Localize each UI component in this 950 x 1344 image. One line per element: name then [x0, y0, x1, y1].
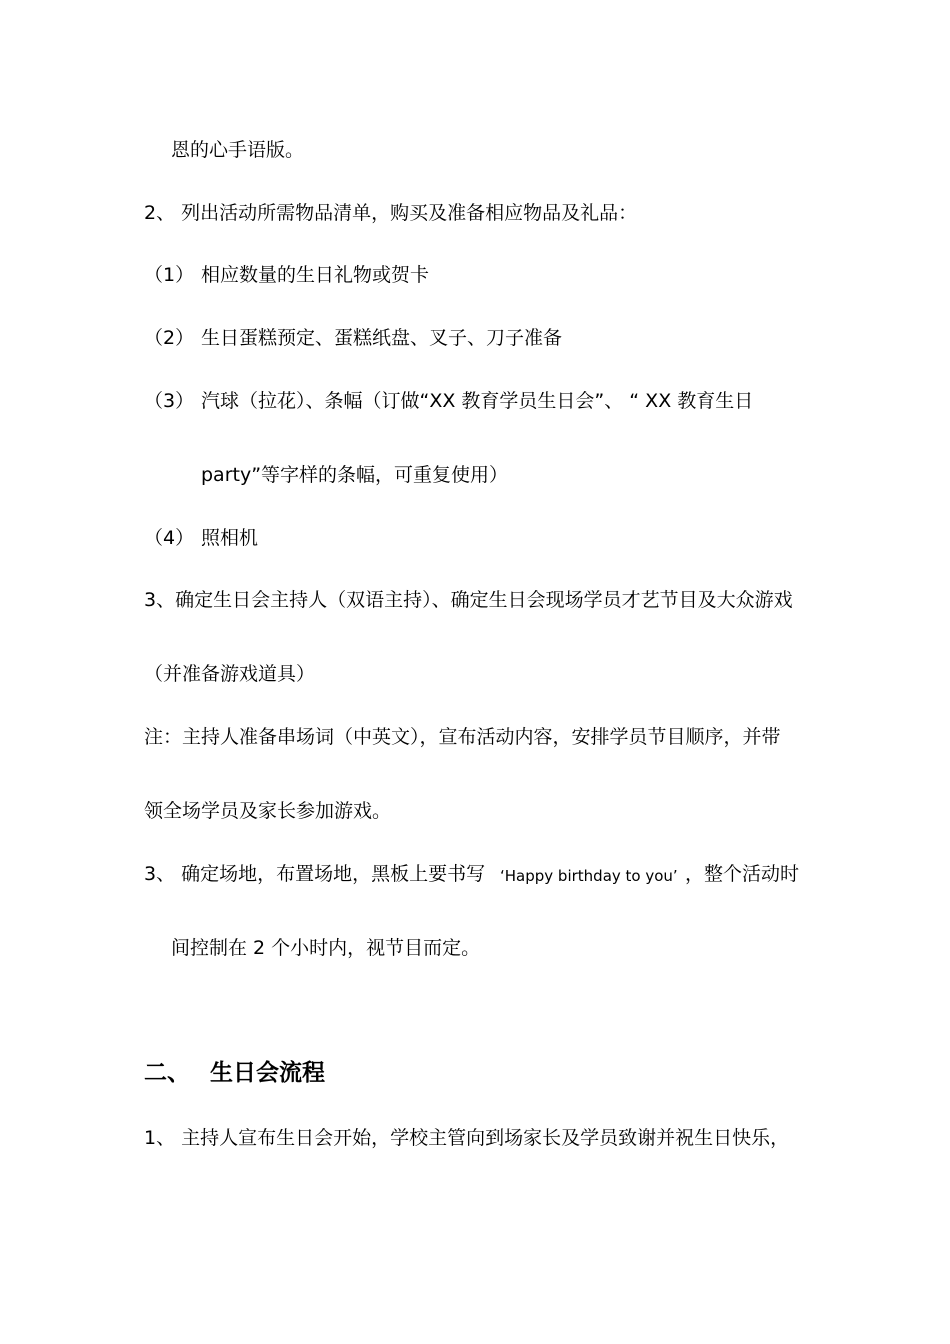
paragraph-text: 3、 确定场地，布置场地，黑板上要书写 [144, 863, 486, 885]
note-text: 领全场学员及家长参加游戏。 [144, 800, 392, 822]
sub-item-text: 相应数量的生日礼物或贺卡 [201, 264, 430, 286]
sub-item-number: （2） [144, 327, 195, 349]
quoted-phrase: ‘Happy birthday to you’ [500, 867, 678, 885]
paragraph-text: 1、 主持人宣布生日会开始，学校主管向到场家长及学员致谢并祝生日快乐， [144, 1127, 790, 1149]
paragraph-text: 恩的心手语版。 [171, 139, 305, 161]
sub-item-number: （4） [144, 527, 195, 549]
paragraph-text: （并准备游戏道具） [144, 663, 316, 685]
sub-item-text: 生日蛋糕预定、蛋糕纸盘、叉子、刀子准备 [201, 327, 563, 349]
note-text: 注：主持人准备串场词（中英文），宣布活动内容，安排学员节目顺序，并带 [144, 726, 781, 748]
paragraph-text: 2、 列出活动所需物品清单，购买及准备相应物品及礼品： [144, 202, 638, 224]
section-title: 生日会流程 [210, 1060, 325, 1086]
paragraph-text: 间控制在 2 个小时内，视节目而定。 [171, 937, 481, 959]
sub-item-number: （3） [144, 390, 195, 412]
sub-item-text: party”等字样的条幅，可重复使用） [201, 464, 509, 486]
paragraph-text: 3、确定生日会主持人（双语主持）、确定生日会现场学员才艺节目及大众游戏 [144, 589, 793, 611]
paragraph-text: ，整个活动时 [685, 863, 800, 885]
sub-item-text: 照相机 [201, 527, 259, 549]
section-number: 二、 [144, 1060, 190, 1086]
sub-item-number: （1） [144, 264, 195, 286]
sub-item-text: 汽球（拉花）、条幅（订做“XX 教育学员生日会”、 “ XX 教育生日 [201, 390, 754, 412]
